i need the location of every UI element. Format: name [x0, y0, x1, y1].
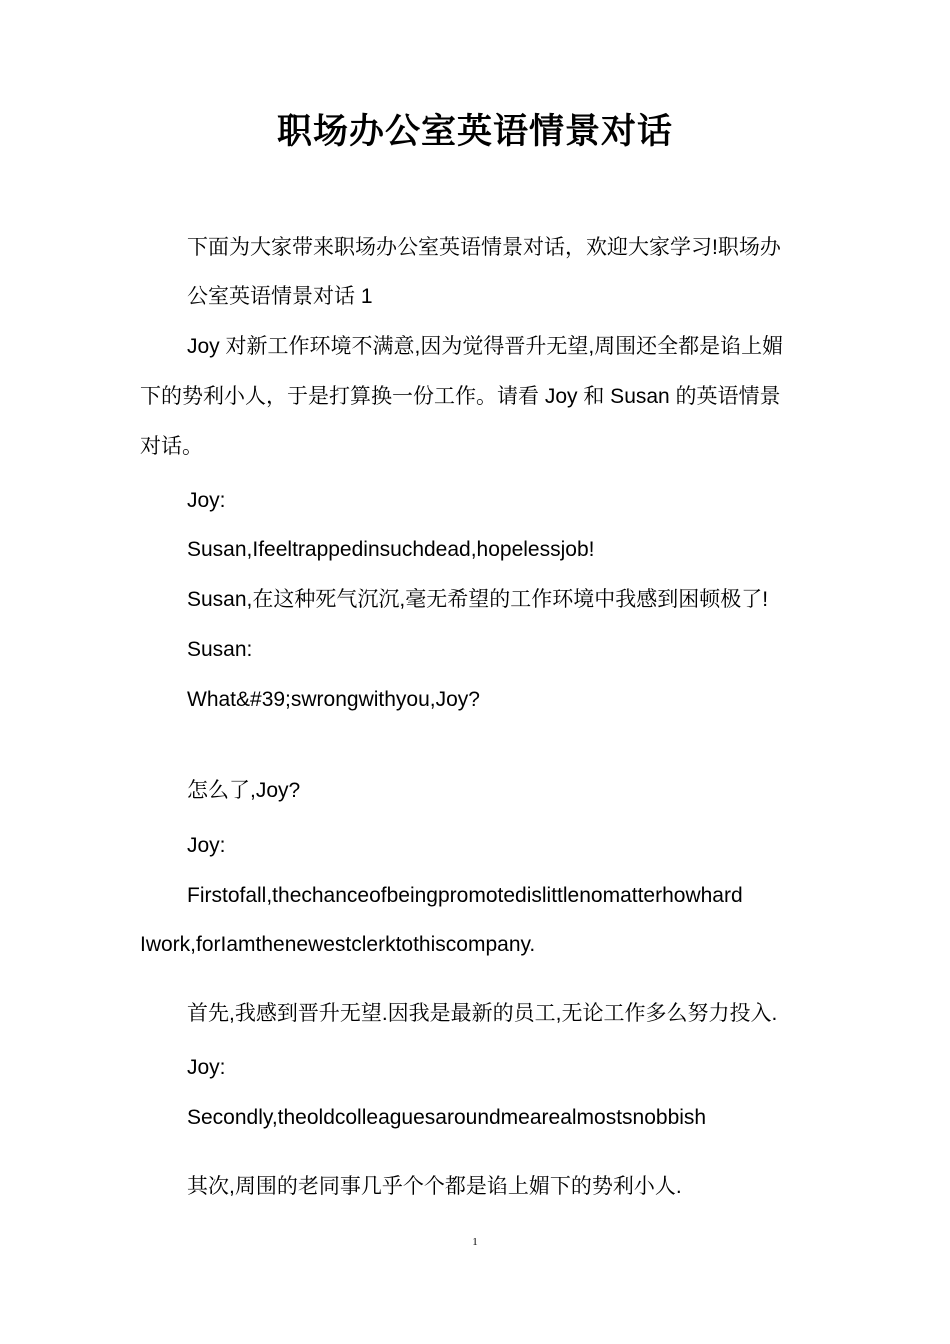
dialogue-line: Iwork,forIamthenewestclerktothiscompany.	[140, 933, 536, 956]
dialogue-line: Firstofall,thechanceofbeingpromotedislittlenomatterhowhard	[187, 884, 743, 907]
dialogue-translation: Susan,在这种死气沉沉,毫无希望的工作环境中我感到困顿极了!	[187, 588, 769, 611]
page-number: 1	[472, 1236, 478, 1248]
dialogue-speaker: Susan:	[187, 638, 253, 661]
dialogue-speaker: Joy:	[187, 489, 226, 512]
dialogue-speaker: Joy:	[187, 1056, 226, 1079]
dialogue-translation: 怎么了,Joy?	[187, 779, 301, 802]
dialogue-translation: 首先,我感到晋升无望.因我是最新的员工,无论工作多么努力投入.	[187, 1002, 778, 1025]
dialogue-line: Susan,Ifeeltrappedinsuchdead,hopelessjob!	[187, 538, 595, 561]
dialogue-line: What&#39;swrongwithyou,Joy?	[187, 688, 480, 711]
paragraph-line: Joy 对新工作环境不满意,因为觉得晋升无望,周围还全都是谄上媚	[187, 335, 784, 358]
paragraph-line: 下的势利小人，于是打算换一份工作。请看 Joy 和 Susan 的英语情景	[140, 385, 781, 408]
dialogue-translation: 其次,周围的老同事几乎个个都是谄上媚下的势利小人.	[187, 1175, 682, 1198]
dialogue-speaker: Joy:	[187, 834, 226, 857]
paragraph-line: 下面为大家带来职场办公室英语情景对话，欢迎大家学习!职场办	[187, 236, 781, 259]
paragraph-line: 公室英语情景对话 1	[187, 285, 373, 308]
dialogue-line: Secondly,theoldcolleaguesaroundmearealmostsnobbish	[187, 1106, 707, 1129]
paragraph-line: 对话。	[140, 435, 203, 458]
document-title: 职场办公室英语情景对话	[276, 112, 673, 151]
